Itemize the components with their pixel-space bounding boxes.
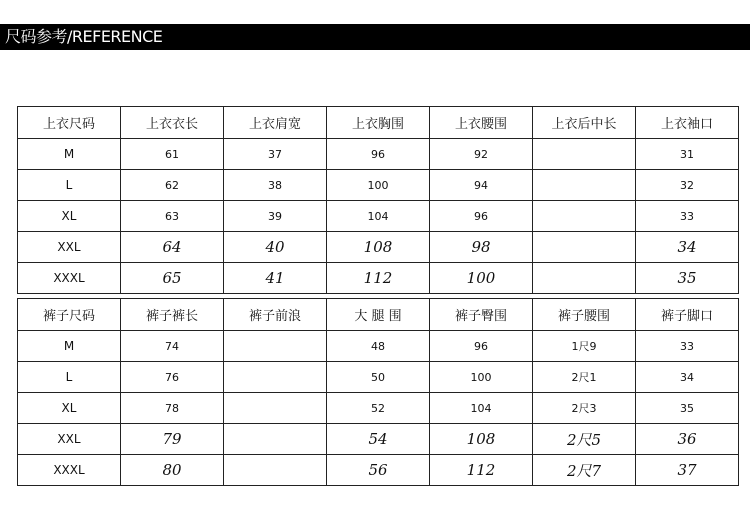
- table-cell: 98: [430, 232, 533, 263]
- table-row: [18, 331, 739, 362]
- table-cell: 74: [121, 331, 224, 362]
- page-title: 尺码参考/REFERENCE: [5, 27, 163, 46]
- table-cell: 2尺3: [533, 393, 636, 424]
- table-cell: 112: [327, 263, 430, 294]
- table-cell: 96: [327, 139, 430, 170]
- table-cell: 96: [430, 331, 533, 362]
- table-cell: 100: [327, 170, 430, 201]
- table-cell: 80: [121, 455, 224, 486]
- table-cell: L: [18, 170, 121, 201]
- table-cell: 100: [430, 263, 533, 294]
- column-header: 上衣肩宽: [224, 107, 327, 139]
- table-cell: 34: [636, 232, 739, 263]
- column-header: 上衣袖口: [636, 107, 739, 139]
- column-header: 上衣衣长: [121, 107, 224, 139]
- table-cell: 108: [327, 232, 430, 263]
- table-cell: 33: [636, 201, 739, 232]
- table-cell: 2尺5: [533, 424, 636, 455]
- table-cell: L: [18, 362, 121, 393]
- table-cell: [533, 263, 636, 294]
- table-cell: 48: [327, 331, 430, 362]
- header-bar: [0, 24, 750, 50]
- table-cell: 35: [636, 263, 739, 294]
- table-cell: 2尺7: [533, 455, 636, 486]
- table-cell: XXL: [18, 424, 121, 455]
- column-header: 裤子脚口: [636, 299, 739, 331]
- column-header: 裤子尺码: [18, 299, 121, 331]
- table-cell: 100: [430, 362, 533, 393]
- table-cell: 79: [121, 424, 224, 455]
- table-cell: XXL: [18, 232, 121, 263]
- table-cell: [224, 393, 327, 424]
- table-cell: 37: [224, 139, 327, 170]
- table-cell: M: [18, 331, 121, 362]
- table-header-row: [18, 107, 739, 139]
- table-cell: 61: [121, 139, 224, 170]
- pants-size-table: [17, 298, 739, 486]
- table-cell: 104: [430, 393, 533, 424]
- table-cell: [533, 232, 636, 263]
- table-row: [18, 393, 739, 424]
- table-cell: [533, 201, 636, 232]
- table-header-row: [18, 299, 739, 331]
- table-cell: 38: [224, 170, 327, 201]
- table-cell: 1尺9: [533, 331, 636, 362]
- table-cell: 112: [430, 455, 533, 486]
- table-cell: 39: [224, 201, 327, 232]
- table-cell: [224, 455, 327, 486]
- table-cell: 65: [121, 263, 224, 294]
- table-cell: 96: [430, 201, 533, 232]
- table-cell: 2尺1: [533, 362, 636, 393]
- table-row: [18, 455, 739, 486]
- table-cell: 50: [327, 362, 430, 393]
- table-cell: 62: [121, 170, 224, 201]
- column-header: 大 腿 围: [327, 299, 430, 331]
- table-cell: 63: [121, 201, 224, 232]
- tops-size-table: [17, 106, 739, 294]
- table-cell: 56: [327, 455, 430, 486]
- column-header: 上衣尺码: [18, 107, 121, 139]
- table-cell: M: [18, 139, 121, 170]
- table-row: [18, 232, 739, 263]
- table-cell: [224, 424, 327, 455]
- table-cell: 31: [636, 139, 739, 170]
- column-header: 裤子前浪: [224, 299, 327, 331]
- column-header: 裤子裤长: [121, 299, 224, 331]
- table-cell: 32: [636, 170, 739, 201]
- table-cell: 92: [430, 139, 533, 170]
- table-cell: 54: [327, 424, 430, 455]
- table-cell: [533, 139, 636, 170]
- table-cell: [533, 170, 636, 201]
- table-cell: 41: [224, 263, 327, 294]
- column-header: 裤子腰围: [533, 299, 636, 331]
- table-row: [18, 263, 739, 294]
- table-cell: XL: [18, 201, 121, 232]
- table-cell: 33: [636, 331, 739, 362]
- table-cell: 35: [636, 393, 739, 424]
- table-cell: XL: [18, 393, 121, 424]
- column-header: 上衣腰围: [430, 107, 533, 139]
- column-header: 上衣后中长: [533, 107, 636, 139]
- table-cell: XXXL: [18, 263, 121, 294]
- column-header: 上衣胸围: [327, 107, 430, 139]
- table-row: [18, 362, 739, 393]
- table-row: [18, 424, 739, 455]
- table-cell: 40: [224, 232, 327, 263]
- table-cell: 76: [121, 362, 224, 393]
- table-cell: 64: [121, 232, 224, 263]
- table-cell: 37: [636, 455, 739, 486]
- table-cell: 52: [327, 393, 430, 424]
- table-cell: 34: [636, 362, 739, 393]
- table-cell: XXXL: [18, 455, 121, 486]
- table-cell: 94: [430, 170, 533, 201]
- table-row: [18, 139, 739, 170]
- column-header: 裤子臀围: [430, 299, 533, 331]
- table-row: [18, 170, 739, 201]
- table-row: [18, 201, 739, 232]
- table-cell: [224, 362, 327, 393]
- table-cell: 108: [430, 424, 533, 455]
- table-cell: [224, 331, 327, 362]
- table-cell: 104: [327, 201, 430, 232]
- table-cell: 36: [636, 424, 739, 455]
- table-cell: 78: [121, 393, 224, 424]
